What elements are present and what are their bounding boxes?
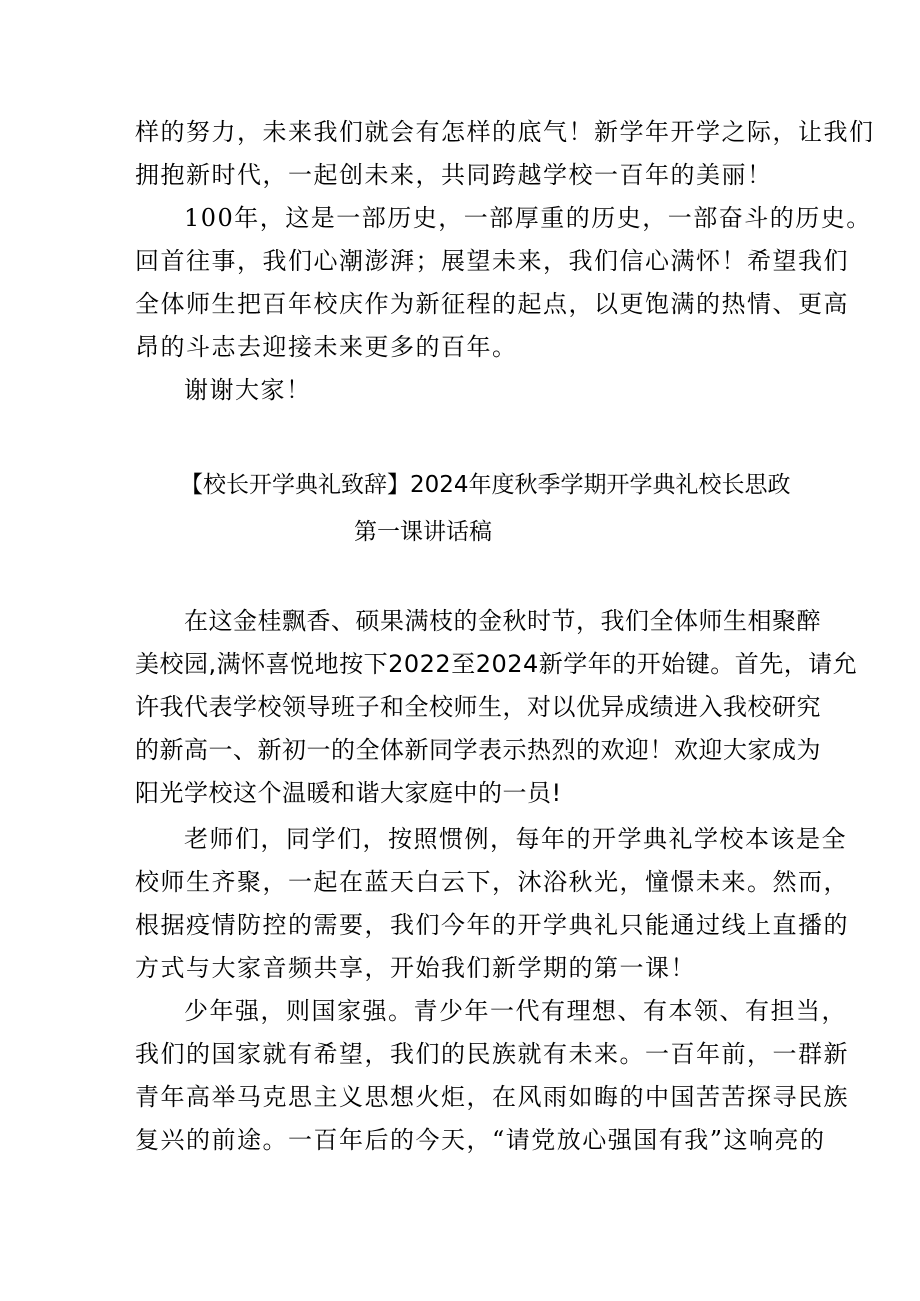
intro-line: 美校园,满怀喜悦地按下2022至2024新学年的开始键。首先，请允 <box>135 650 858 678</box>
paragraph-line: 100年，这是一部历史，一部厚重的历史，一部奋斗的历史。 <box>184 204 872 232</box>
article-title: 【校长开学典礼致辞】2024年度秋季学期开学典礼校长思政 <box>180 472 791 498</box>
body-line: 少年强，则国家强。青少年一代有理想、有本领、有担当， <box>184 997 847 1025</box>
body-line: 青年高举马克思主义思想火炬，在风雨如晦的中国苦苦探寻民族 <box>135 1083 849 1111</box>
paragraph-line: 回首往事，我们心潮澎湃；展望未来，我们信心满怀！希望我们 <box>135 247 849 275</box>
body-line: 校师生齐聚，一起在蓝天白云下，沐浴秋光，憧憬未来。然而， <box>135 868 849 896</box>
body-line: 我们的国家就有希望，我们的民族就有未来。一百年前，一群新 <box>135 1040 849 1068</box>
paragraph-line: 全体师生把百年校庆作为新征程的起点，以更饱满的热情、更高 <box>135 290 849 318</box>
body-line: 根据疫情防控的需要，我们今年的开学典礼只能通过线上直播的 <box>135 911 849 939</box>
closing-line: 谢谢大家！ <box>184 376 312 404</box>
article-title-continued: 第一课讲话稿 <box>354 519 492 545</box>
body-line: 方式与大家音频共享，开始我们新学期的第一课！ <box>135 954 696 982</box>
paragraph-line: 拥抱新时代，一起创未来，共同跨越学校一百年的美丽！ <box>135 161 773 189</box>
paragraph-line: 样的努力，未来我们就会有怎样的底气！新学年开学之际，让我们 <box>135 118 875 146</box>
paragraph-line: 昂的斗志去迎接未来更多的百年。 <box>135 333 518 361</box>
intro-line: 许我代表学校领导班子和全校师生，对以优异成绩进入我校研究 <box>135 693 821 721</box>
body-line: 老师们，同学们，按照惯例，每年的开学典礼学校本该是全 <box>184 825 847 853</box>
body-line: 复兴的前途。一百年后的今天，“请党放心强国有我”这响亮的 <box>135 1126 826 1154</box>
intro-line: 阳光学校这个温暖和谐大家庭中的一员! <box>135 779 562 807</box>
intro-line: 在这金桂飘香、硕果满枝的金秋时节，我们全体师生相聚醉 <box>184 607 821 635</box>
intro-line: 的新高一、新初一的全体新同学表示热烈的欢迎！欢迎大家成为 <box>135 736 821 764</box>
